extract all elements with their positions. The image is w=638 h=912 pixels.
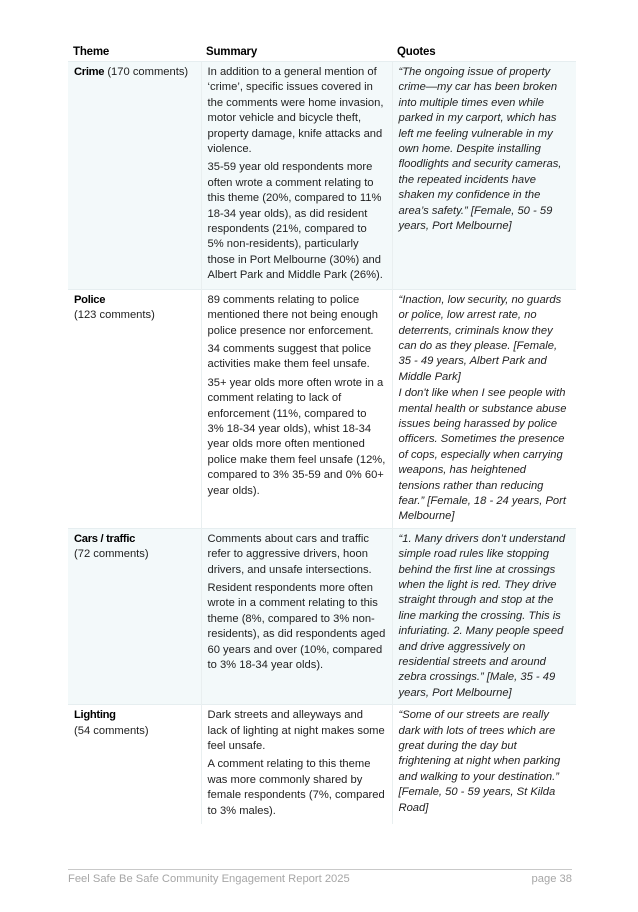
summary-cell xyxy=(201,705,392,824)
theme-name: Cars / traffic xyxy=(74,532,136,545)
report-page xyxy=(68,42,576,824)
table-row-police xyxy=(68,289,576,528)
summary-cell xyxy=(201,528,392,704)
page-footer xyxy=(68,869,572,885)
summary-cell xyxy=(201,62,392,290)
quotes-cell xyxy=(392,528,576,704)
quote-text: “Some of our streets are really dark with lots of trees which are great during the day but frightening at night when parking and walking to your destination.” [Female, 50 - 59 years, St Kilda Road] xyxy=(398,709,561,814)
theme-comment-count: (72 comments) xyxy=(74,548,149,561)
theme-cell xyxy=(68,528,201,704)
theme-name: Lighting xyxy=(74,709,116,722)
quote-text: “The ongoing issue of property crime—my car has been broken into multiple times even while parked in my carport, which has left me feeling vulnerable in my own home. Despite installing floodlights and security cameras, the repeated incidents have shaken my confidence in the area’s safety.” [Female, 50 - 59 years, Port Melbourne] xyxy=(398,66,562,233)
theme-cell xyxy=(68,289,201,528)
table-row-lighting xyxy=(68,705,576,824)
summary-paragraph: Comments about cars and traffic refer to aggressive drivers, hoon drivers, and unsafe intersections. xyxy=(207,532,372,576)
header-summary: Summary xyxy=(206,46,258,58)
footer-page-number: page 38 xyxy=(531,873,572,885)
theme-name: Crime xyxy=(74,66,105,78)
summary-paragraph: Dark streets and alleyways and lack of lighting at night makes some feel unsafe. xyxy=(207,709,385,753)
theme-cell xyxy=(68,705,201,824)
theme-comment-count: (170 comments) xyxy=(107,66,189,78)
table-row-crime xyxy=(68,62,576,290)
quotes-cell xyxy=(392,705,576,824)
table-header-row xyxy=(68,42,576,62)
quotes-cell xyxy=(392,289,576,528)
summary-paragraph: Resident respondents more often wrote in a comment relating to this theme (8%, compared to 3% non-residents), as did respondents aged 60 years and over (10%, compared to 3% 18-34 year olds). xyxy=(207,582,386,672)
summary-paragraph: 35+ year olds more often wrote in a comment relating to lack of enforcement (11%, compared to 3% 18-34 year olds), whist 18-34 year olds more often mentioned police make them feel unsafe (12%, compared to 3% 35-59 and 0% 60+ year olds). xyxy=(207,376,386,497)
summary-paragraph: 89 comments relating to police mentioned there not being enough police presence nor enforcement. xyxy=(207,293,378,337)
quotes-cell xyxy=(392,62,576,290)
summary-paragraph: 35-59 year old respondents more often wrote a comment relating to this theme (20%, compared to 11% 18-34 year olds), as did resident respondents (21%, compared to 5% non-residents), particularly those in Port Melbourne (30%) and Albert Park and Middle Park (26%). xyxy=(207,161,383,282)
theme-cell xyxy=(68,62,201,290)
summary-paragraph: A comment relating to this theme was more commonly shared by female respondents (7%, compared to 3% males). xyxy=(207,758,385,817)
header-theme: Theme xyxy=(73,46,110,58)
theme-comment-count: (123 comments) xyxy=(74,309,155,322)
summary-paragraph: 34 comments suggest that police activities make them feel unsafe. xyxy=(207,342,372,371)
quote-text: “Inaction, low security, no guards or police, low arrest rate, no deterrents, criminals know they can do as they please. [Female, 35 - 49 years, Albert Park and Middle Park] xyxy=(398,293,562,383)
table-row-cars-traffic xyxy=(68,528,576,704)
header-quotes: Quotes xyxy=(397,46,436,58)
footer-report-title: Feel Safe Be Safe Community Engagement Report 2025 xyxy=(68,873,350,885)
quote-text: I don't like when I see people with mental health or substance abuse issues being harassed by police officers. Sometimes the presence of cops, especially when carrying weapons, has heightened tensions rather than reducing fear.” [Female, 18 - 24 years, Port Melbourne] xyxy=(398,387,567,523)
summary-cell xyxy=(201,289,392,528)
theme-name: Police xyxy=(74,293,106,306)
theme-comment-count: (54 comments) xyxy=(74,724,149,737)
summary-paragraph: In addition to a general mention of ‘crime’, specific issues covered in the comments were home invasion, motor vehicle and bicycle theft, property damage, knife attacks and violence. xyxy=(207,66,384,156)
themes-table xyxy=(68,42,576,824)
quote-text: “1. Many drivers don’t understand simple road rules like stopping behind the first line at crossings when the light is red. They drive straight through and stop at the line marking the crossing. This is infuriating. 2. Many people speed and drive aggressively on residential streets and around zebra crossings.” [Male, 35 - 49 years, Port Melbourne] xyxy=(398,532,566,699)
